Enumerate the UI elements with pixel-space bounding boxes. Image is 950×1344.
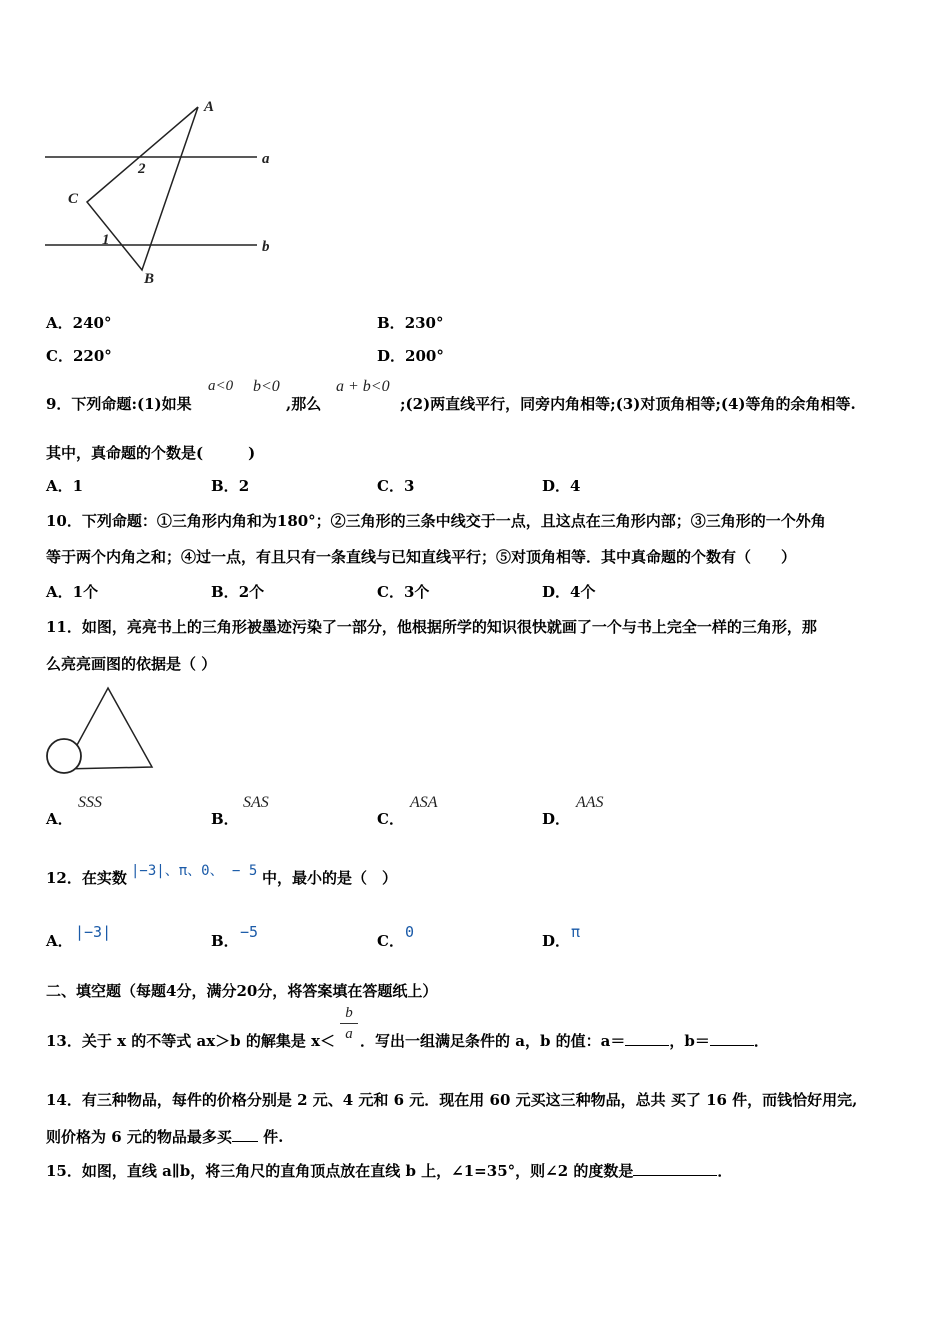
q12-option-b-text: −5 [240, 923, 259, 941]
q10-option-d[interactable]: D．4个 [542, 583, 596, 601]
q10-option-a[interactable]: A．1个 [46, 583, 99, 601]
q12-numbers: |−3|、π、0、 − 5 [131, 863, 258, 879]
q12-option-c-text: 0 [405, 923, 415, 941]
fraction-bar [340, 1023, 358, 1024]
label-A: A [204, 99, 215, 115]
q12-option-a-text: |−3| [75, 923, 112, 941]
q8-option-a[interactable]: A．240° [46, 314, 112, 332]
q13-fraction [340, 1004, 358, 1043]
q11-option-a-text: SSS [78, 794, 102, 811]
q9-stem: 9．下列命题:(1)如果 [46, 395, 192, 413]
q15-blank[interactable] [633, 1161, 717, 1176]
q12-stem: 12．在实数 [46, 869, 127, 887]
q11-option-b[interactable]: B． [211, 810, 239, 828]
q10-line2: 等于两个内角之和；④过一点，有且只有一条直线与已知直线平行；⑤对顶角相等．其中真命题的个数有（ ） [46, 548, 797, 566]
q11-option-d[interactable]: D． [542, 810, 571, 828]
q15-stem: 15．如图，直线 a∥b，将三角尺的直角顶点放在直线 b 上，∠1=35°，则∠2 的度数是 ． [46, 1162, 733, 1180]
q13-fraction-numerator: b [345, 1005, 353, 1021]
label-a: a [262, 151, 270, 167]
figure-triangle-parallel-lines [40, 95, 290, 290]
q11-line2: 么亮亮画图的依据是（ ） [46, 655, 217, 673]
q10-option-b[interactable]: B．2个 [211, 583, 265, 601]
label-b: b [262, 239, 270, 255]
q8-option-d[interactable]: D．200° [377, 347, 444, 365]
q9-option-d[interactable]: D．4 [542, 477, 581, 495]
q9-then: ,那么 [286, 395, 322, 413]
label-B: B [144, 271, 155, 287]
q11-option-a[interactable]: A． [46, 810, 73, 828]
q12-stem-end: 中，最小的是（ ） [262, 869, 398, 887]
q9-math-a-neg: a<0 [208, 378, 234, 394]
q14-blank[interactable] [232, 1127, 258, 1142]
q9-option-c[interactable]: C．3 [377, 477, 415, 495]
q11-line1: 11．如图，亮亮书上的三角形被墨迹污染了一部分，他根据所学的知识很快就画了一个与书上完全一样的三角形，那 [46, 618, 817, 636]
q9-math-sum-neg: a + b<0 [336, 378, 390, 395]
q9-line2: 其中，真命题的个数是( ) [46, 444, 256, 462]
section-2-heading: 二、填空题（每题4分，满分20分，将答案填在答题纸上） [46, 982, 438, 1000]
q9-option-b[interactable]: B．2 [211, 477, 250, 495]
label-C: C [68, 191, 79, 207]
q11-option-d-text: AAS [576, 794, 604, 811]
q13-blank-b[interactable] [710, 1031, 754, 1046]
q14-line1: 14．有三种物品，每件的价格分别是 2 元、4 元和 6 元．现在用 60 元买这三种物品，总共 买了 16 件，而钱恰好用完, [46, 1091, 858, 1109]
q10-line1: 10．下列命题：①三角形内角和为180°；②三角形的三条中线交于一点，且这点在三角形内部；③三角形的一个外角 [46, 512, 826, 530]
q9-rest: ;(2)两直线平行，同旁内角相等;(3)对顶角相等;(4)等角的余角相等. [400, 395, 856, 413]
q11-option-c-text: ASA [410, 794, 438, 811]
q8-option-b[interactable]: B．230° [377, 314, 444, 332]
label-1: 1 [102, 232, 110, 248]
figure-stained-triangle [42, 683, 162, 783]
label-2: 2 [138, 161, 146, 177]
q11-option-c[interactable]: C． [377, 810, 404, 828]
q9-math-b-neg: b<0 [253, 378, 280, 395]
q13-blank-a[interactable] [625, 1031, 669, 1046]
q13-rest: ．写出一组满足条件的 a，b 的值：a＝ ，b＝ ． [360, 1032, 769, 1050]
q9-option-a[interactable]: A．1 [46, 477, 84, 495]
q11-option-b-text: SAS [243, 794, 269, 811]
q10-option-c[interactable]: C．3个 [377, 583, 430, 601]
q12-option-c[interactable]: C． [377, 932, 404, 950]
q13-stem: 13．关于 x 的不等式 ax＞b 的解集是 x＜ [46, 1032, 336, 1050]
q12-option-d[interactable]: D． [542, 932, 571, 950]
q12-option-b[interactable]: B． [211, 932, 239, 950]
q13-fraction-denominator: a [345, 1026, 353, 1042]
q12-option-d-text: π [571, 923, 581, 941]
q14-line2: 则价格为 6 元的物品最多买 件. [46, 1128, 284, 1146]
q12-option-a[interactable]: A． [46, 932, 73, 950]
q8-option-c[interactable]: C．220° [46, 347, 112, 365]
